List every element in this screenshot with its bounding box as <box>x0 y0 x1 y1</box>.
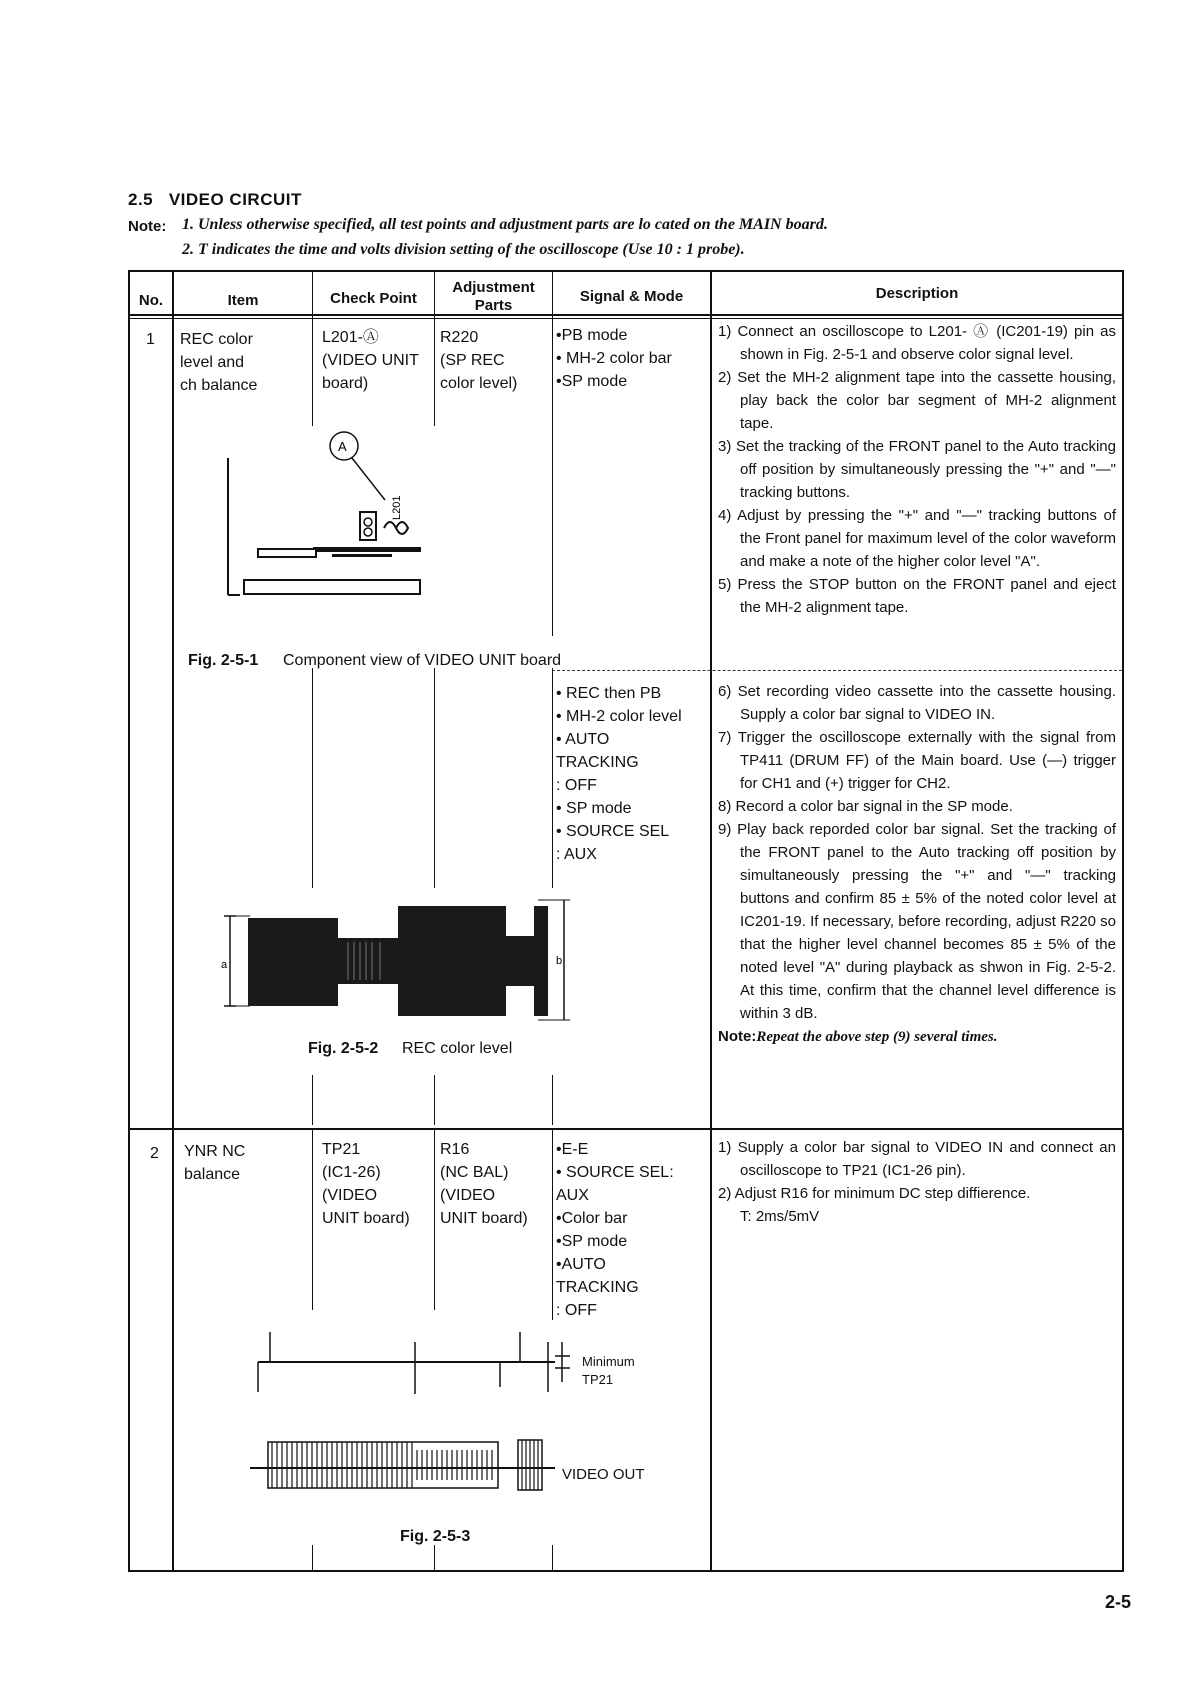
fig3-minimum-label: Minimum <box>582 1354 635 1369</box>
row2-description: 1) Supply a color bar signal to VIDEO IN and connect an oscilloscope to TP21 (IC1-26 pin). 2) Adjust R16 for minimum DC step diffierence. T: 2ms/5mV <box>718 1139 1116 1225</box>
header-adjustment-parts: Adjustment Parts <box>452 279 535 314</box>
fig3-video-out-label: VIDEO OUT <box>562 1466 645 1483</box>
svg-text:a: a <box>221 959 228 971</box>
svg-text:L201: L201 <box>391 495 403 520</box>
header-no: No. <box>138 292 164 309</box>
fig1-caption: Component view of VIDEO UNIT board <box>283 652 562 669</box>
row1-item: REC color level and ch balance <box>180 331 258 394</box>
fig3-waveform <box>250 1322 580 1512</box>
row1-note: Note:Repeat the above step (9) several times. <box>718 1028 998 1045</box>
fig1-label: Fig. 2-5-1 <box>188 652 259 669</box>
row1-check-point: L201-Ⓐ (VIDEO UNIT board) <box>322 329 419 392</box>
header-check-point: Check Point <box>330 290 417 307</box>
header-signal-mode: Signal & Mode <box>579 288 684 305</box>
row2-item: YNR NC balance <box>184 1143 246 1183</box>
row1-description-a: 1) Connect an oscilloscope to L201- Ⓐ (IC201-19) pin as shown in Fig. 2-5-1 and observe color signal level. 2) Set the MH-2 alignment tape into the cassette housing, play back the color bar segment of MH-2 alignment tape. 3) Set the tracking of the FRONT panel to the Auto tracking off position by simultaneously pressing the "+" and "—" tracking buttons. 4) Adjust by pressing the "+" and "—" tracking buttons of the Front panel for maximum level of the color waveform and make a note of the higher color level "A". 5) Press the STOP button on the FRONT panel and eject the MH-2 alignment tape. <box>718 323 1116 616</box>
fig3-tp-label: TP21 <box>582 1372 614 1387</box>
fig1-marker: A <box>338 439 347 454</box>
fig2-label: Fig. 2-5-2 <box>308 1040 379 1057</box>
note-2: 2. T indicates the time and volts division setting of the oscilloscope (Use 10 : 1 probe). <box>182 241 745 258</box>
svg-text:b: b <box>556 955 563 967</box>
row1-signal-mode-b: • REC then PB • MH-2 color level • AUTO TRACKING : OFF • SP mode • SOURCE SEL : AUX <box>556 685 682 863</box>
notes-label: Note: <box>128 218 167 235</box>
section-number: 2.5 <box>128 190 154 209</box>
fig2-caption: REC color level <box>402 1040 513 1057</box>
fig1-component-diagram <box>220 420 560 650</box>
row1-adjustment-parts: R220 (SP REC color level) <box>440 329 518 392</box>
row2-no: 2 <box>150 1145 159 1162</box>
fig3-label: Fig. 2-5-3 <box>400 1528 471 1545</box>
header-description: Description <box>875 285 959 302</box>
section-heading <box>128 190 302 210</box>
header-item: Item <box>227 292 259 309</box>
row2-check-point: TP21 (IC1-26) (VIDEO UNIT board) <box>322 1141 410 1227</box>
note-1: 1. Unless otherwise specified, all test points and adjustment parts are lo cated on the MAIN board. <box>182 216 828 233</box>
row2-adjustment-parts: R16 (NC BAL) (VIDEO UNIT board) <box>440 1141 528 1227</box>
page-number: 2-5 <box>1104 1592 1131 1612</box>
row1-description-b: 6) Set recording video cassette into the cassette housing. Supply a color bar signal to VIDEO IN. 7) Trigger the oscilloscope externally with the signal from TP411 (DRUM FF) of the Main board. Use (—) trigger for CH1 and (+) trigger for CH2. 8) Record a color bar signal in the SP mode. 9) Play back reporded color bar signal. Set the tracking of the FRONT panel to the Auto tracking off position by simultaneously pressing the "+" and "—" tracking buttons and confirm 85 ± 5% of the noted color level at IC201-19. If necessary, before recording, adjust R220 so that the higher level channel becomes 85 ± 5% of the noted level "A" during playback as shwon in Fig. 2-5-2. At this time, confirm that the channel level difference is within 3 dB. Note:Repeat the above step (9) several times. <box>718 680 1116 1049</box>
row1-no: 1 <box>146 331 155 348</box>
section-title: VIDEO CIRCUIT <box>168 190 302 209</box>
fig2-rec-color-waveform <box>220 896 620 1026</box>
row2-signal-mode: •E-E • SOURCE SEL: AUX •Color bar •SP mode •AUTO TRACKING : OFF <box>556 1141 674 1319</box>
row1-signal-mode-a: •PB mode • MH-2 color bar •SP mode <box>556 327 672 390</box>
